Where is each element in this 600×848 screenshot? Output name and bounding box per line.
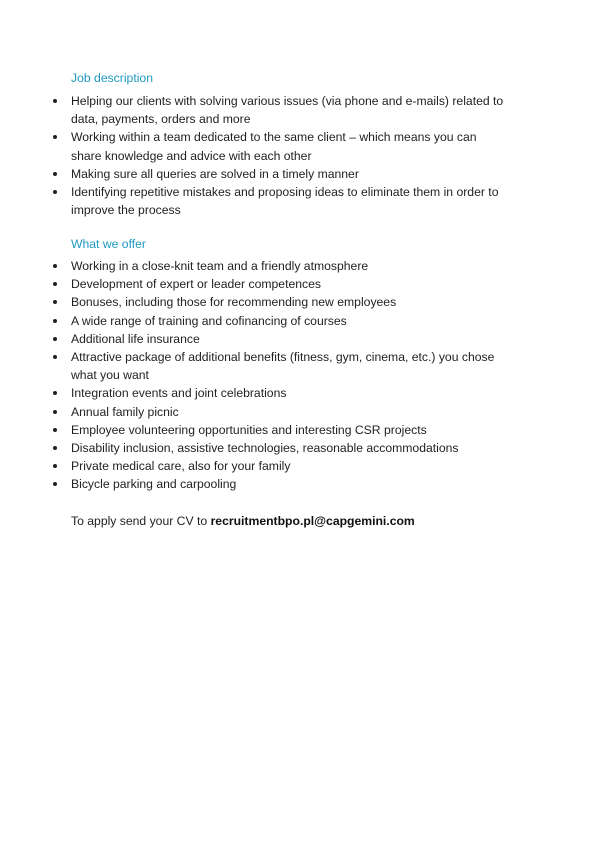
list-item-text: Helping our clients with solving various issues (via phone and e-mails) related to data, payments, orders and more <box>71 94 504 127</box>
job-description-heading: Job description <box>71 71 153 85</box>
list-item <box>0 475 600 493</box>
bullet-icon <box>53 428 57 432</box>
list-item <box>0 403 600 421</box>
bullet-icon <box>53 264 57 268</box>
bullet-icon <box>53 99 57 103</box>
bullet-icon <box>53 410 57 414</box>
list-item-text: Employee volunteering opportunities and interesting CSR projects <box>71 422 427 437</box>
list-item-text: Development of expert or leader competences <box>71 277 321 292</box>
list-item <box>0 384 600 402</box>
apply-email-link[interactable]: recruitmentbpo.pl@capgemini.com <box>210 514 415 528</box>
list-item-text: Attractive package of additional benefits (fitness, gym, cinema, etc.) you chose what you want <box>71 350 495 383</box>
list-item <box>0 165 600 183</box>
apply-text: To apply send your CV to <box>71 514 211 528</box>
bullet-icon <box>53 337 57 341</box>
bullet-icon <box>53 446 57 450</box>
list-item <box>0 348 600 384</box>
bullet-icon <box>53 464 57 468</box>
list-item <box>0 257 600 275</box>
list-item-text: Integration events and joint celebrations <box>71 386 287 401</box>
bullet-icon <box>53 391 57 395</box>
list-item <box>0 439 600 457</box>
list-item-text: Bicycle parking and carpooling <box>71 477 237 492</box>
list-item-text: Additional life insurance <box>71 331 200 346</box>
list-item <box>0 183 600 219</box>
list-item <box>0 293 600 311</box>
list-item <box>0 275 600 293</box>
list-item <box>0 128 600 164</box>
apply-instructions <box>71 512 415 530</box>
bullet-icon <box>53 355 57 359</box>
job-description-list <box>0 92 600 219</box>
list-item <box>0 312 600 330</box>
what-we-offer-list <box>0 257 600 494</box>
list-item <box>0 457 600 475</box>
what-we-offer-heading: What we offer <box>71 237 146 251</box>
bullet-icon <box>53 172 57 176</box>
bullet-icon <box>53 190 57 194</box>
list-item-text: Working in a close-knit team and a friendly atmosphere <box>71 259 369 273</box>
list-item-text: Bonuses, including those for recommending new employees <box>71 295 397 310</box>
list-item <box>0 421 600 439</box>
list-item-text: Working within a team dedicated to the same client – which means you can share knowledge and advice with each other <box>71 130 477 163</box>
list-item-text: Disability inclusion, assistive technologies, reasonable accommodations <box>71 441 459 456</box>
list-item-text: Private medical care, also for your family <box>71 459 291 474</box>
bullet-icon <box>53 282 57 286</box>
bullet-icon <box>53 482 57 486</box>
bullet-icon <box>53 319 57 323</box>
list-item <box>0 330 600 348</box>
bullet-icon <box>53 300 57 304</box>
list-item-text: Making sure all queries are solved in a timely manner <box>71 166 359 181</box>
bullet-icon <box>53 135 57 139</box>
list-item-text: A wide range of training and cofinancing of courses <box>71 313 347 328</box>
list-item-text: Annual family picnic <box>71 404 179 419</box>
list-item <box>0 92 600 128</box>
list-item-text: Identifying repetitive mistakes and proposing ideas to eliminate them in order to improve the process <box>71 185 499 218</box>
